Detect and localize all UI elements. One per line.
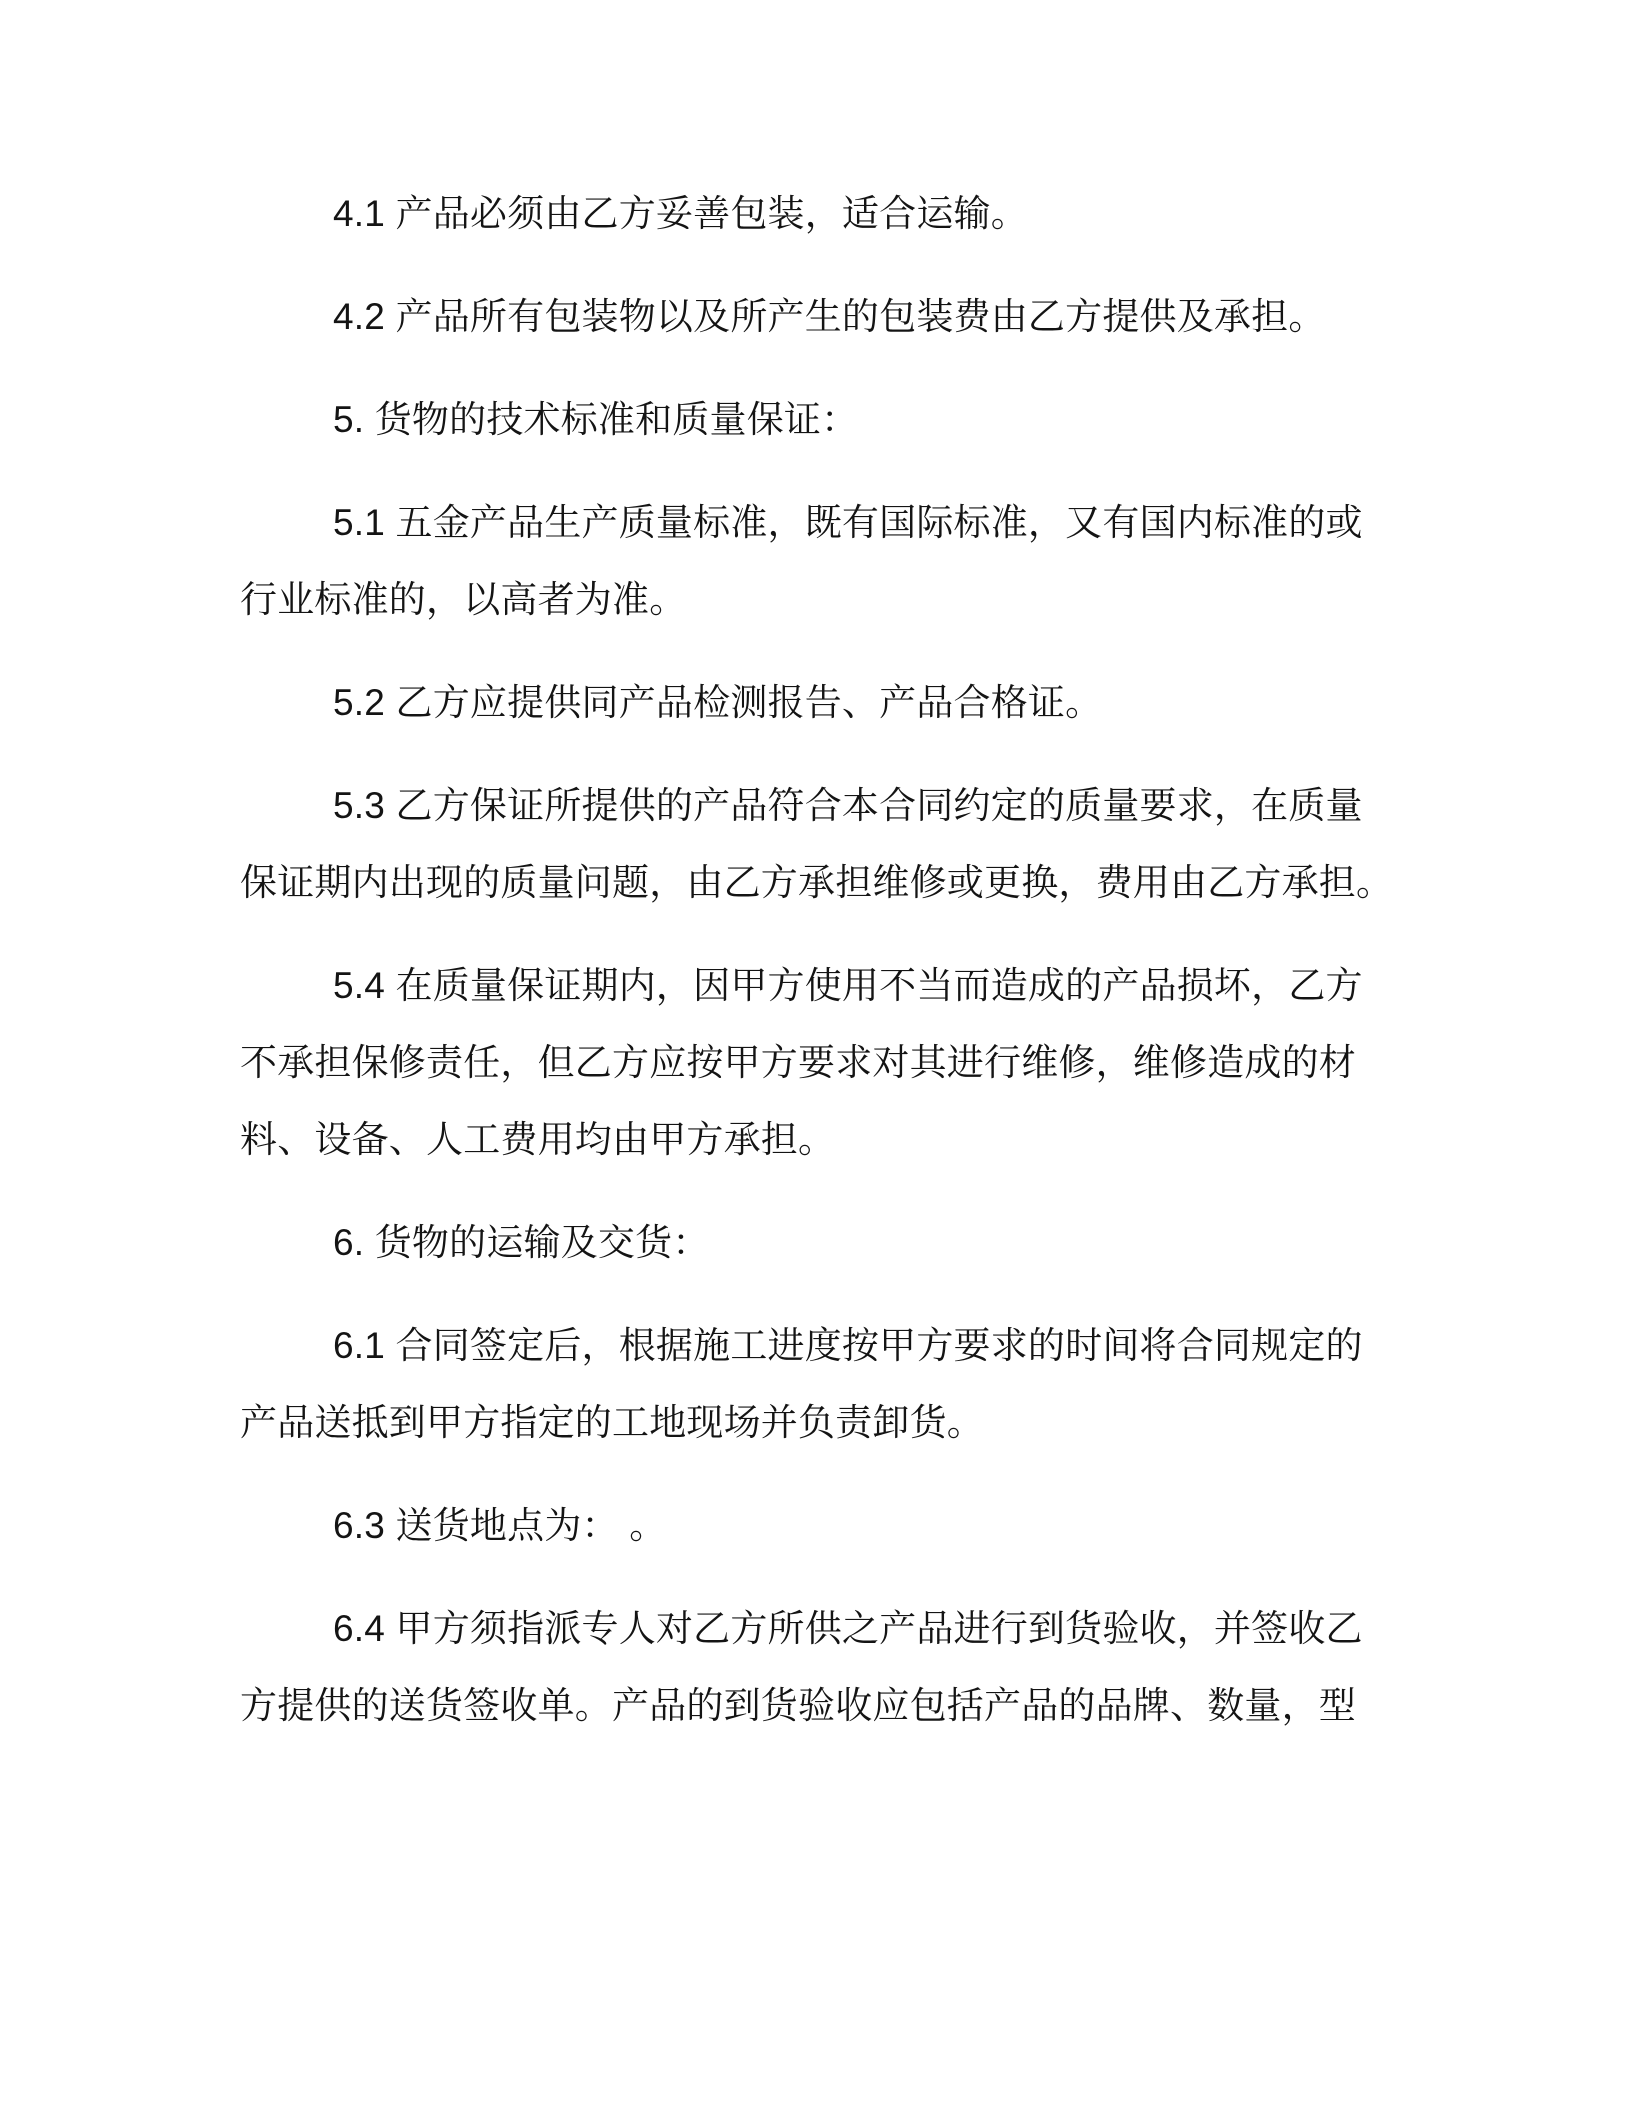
clause-6-4-line-1: 6.4 甲方须指派专人对乙方所供之产品进行到货验收，并签收乙 [333,1608,1363,1649]
clause-4-2 [240,278,1392,355]
clause-5-2-line-1: 5.2 乙方应提供同产品检测报告、产品合格证。 [333,682,1103,723]
clause-5-3-line-1: 5.3 乙方保证所提供的产品符合本合同约定的质量要求，在质量 [333,785,1363,826]
clause-5-2 [240,664,1392,741]
clause-6-1-line-2: 产品送抵到甲方指定的工地现场并负责卸货。 [240,1402,984,1443]
clause-5-1-line-2: 行业标准的，以高者为准。 [240,579,687,620]
section-5-heading-line-1: 5. 货物的技术标准和质量保证： [333,399,859,440]
clause-6-1-line-1: 6.1 合同签定后，根据施工进度按甲方要求的时间将合同规定的 [333,1325,1363,1366]
section-6-heading [240,1204,1392,1281]
clause-6-1 [240,1307,1392,1461]
clause-5-4-line-1: 5.4 在质量保证期内，因甲方使用不当而造成的产品损坏，乙方 [333,965,1363,1006]
clause-5-1 [240,484,1392,638]
clause-5-4-line-2: 不承担保修责任，但乙方应按甲方要求对其进行维修，维修造成的材 [240,1042,1356,1083]
clause-4-1 [240,175,1392,252]
clause-5-3 [240,767,1392,921]
clause-5-4-line-3: 料、设备、人工费用均由甲方承担。 [240,1119,836,1160]
section-6-heading-line-1: 6. 货物的运输及交货： [333,1222,710,1263]
clause-4-1-line-1: 4.1 产品必须由乙方妥善包装，适合运输。 [333,193,1028,234]
clause-6-4-line-2: 方提供的送货签收单。产品的到货验收应包括产品的品牌、数量，型 [240,1685,1356,1726]
clause-4-2-line-1: 4.2 产品所有包装物以及所产生的包装费由乙方提供及承担。 [333,296,1326,337]
clause-6-3-line-1: 6.3 送货地点为： 。 [333,1505,667,1546]
clause-5-3-line-2: 保证期内出现的质量问题，由乙方承担维修或更换，费用由乙方承担。 [240,862,1394,903]
clause-6-3 [240,1487,1392,1564]
section-5-heading [240,381,1392,458]
clause-5-4 [240,947,1392,1178]
clause-5-1-line-1: 5.1 五金产品生产质量标准，既有国际标准，又有国内标准的或 [333,502,1363,543]
clause-6-4 [240,1590,1392,1744]
